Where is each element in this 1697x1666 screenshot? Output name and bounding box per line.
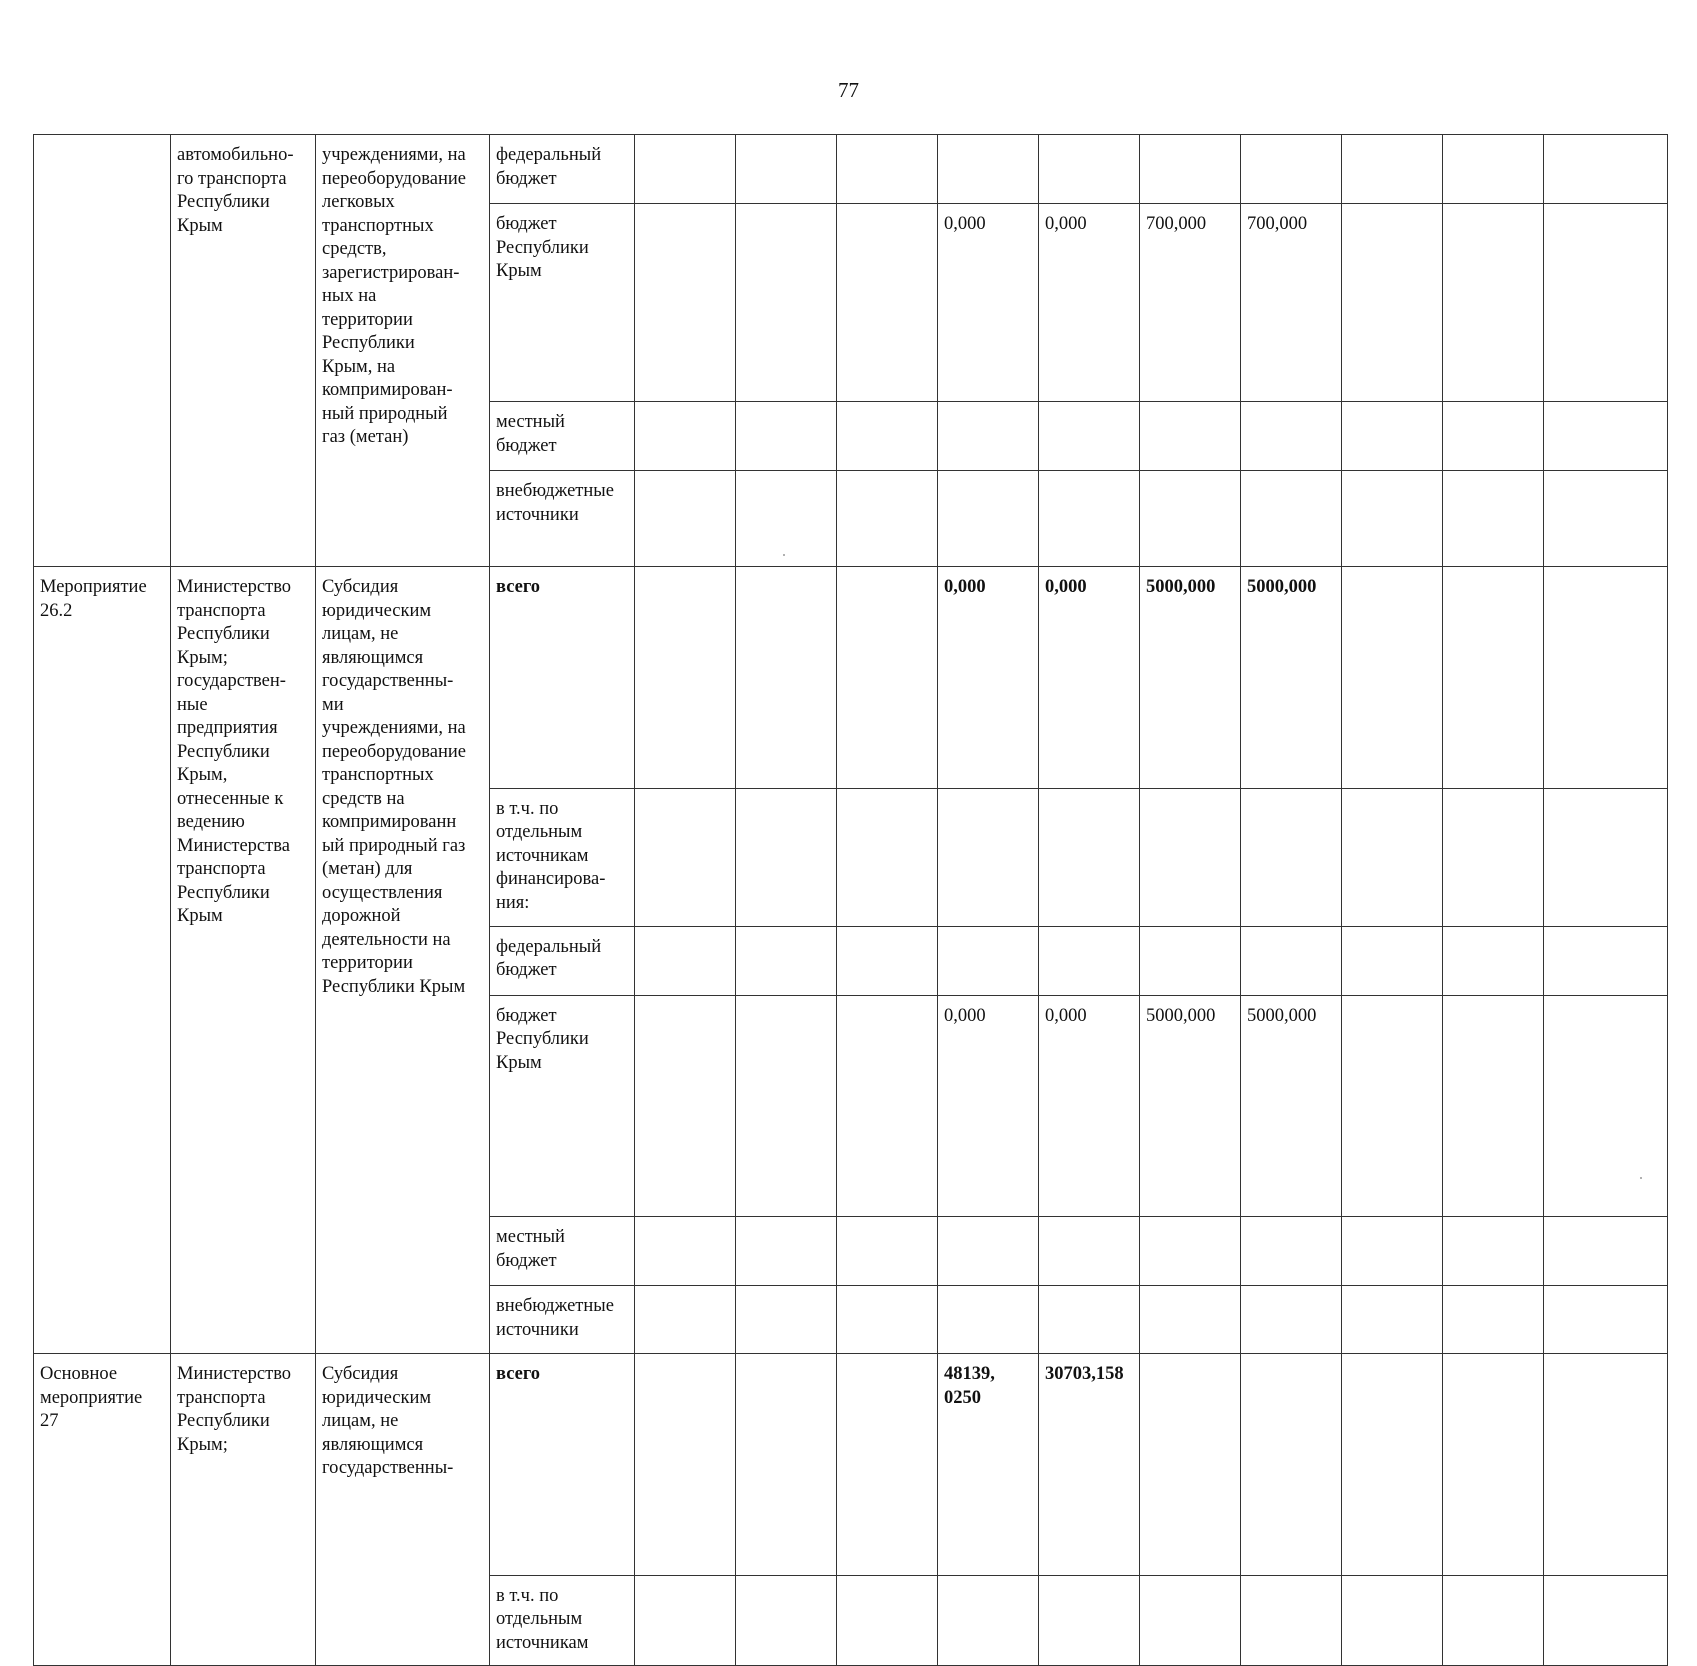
amount-cell: 30703,158	[1039, 1354, 1140, 1576]
amount-cell	[1241, 1575, 1342, 1665]
amount-cell	[1241, 926, 1342, 995]
description-cell: учреждениями, на переоборудование легковых транспортных средств, зарегистрирован- ных на территории Республики Крым, на компримирован- ный природный газ (метан)	[316, 135, 490, 567]
amount-cell	[938, 1217, 1039, 1286]
amount-cell	[635, 135, 736, 204]
amount-cell	[1544, 1575, 1668, 1665]
activity-name-cell: Основное мероприятие 27	[34, 1354, 171, 1666]
amount-cell	[736, 788, 837, 926]
amount-cell	[635, 1354, 736, 1576]
amount-cell	[837, 1354, 938, 1576]
amount-cell	[1443, 204, 1544, 402]
amount-cell	[837, 402, 938, 471]
scan-speck	[1640, 1177, 1642, 1179]
amount-cell	[1443, 926, 1544, 995]
amount-cell	[1039, 788, 1140, 926]
amount-cell	[635, 567, 736, 789]
amount-cell	[1241, 788, 1342, 926]
amount-cell	[1342, 1217, 1443, 1286]
amount-cell: 0,000	[938, 995, 1039, 1217]
amount-cell	[1443, 1217, 1544, 1286]
amount-cell	[1342, 471, 1443, 567]
funding-source-cell: в т.ч. по отдельным источникам финансирова- ния:	[490, 788, 635, 926]
amount-cell	[938, 1575, 1039, 1665]
amount-cell	[635, 204, 736, 402]
amount-cell	[1544, 995, 1668, 1217]
amount-cell	[1544, 1354, 1668, 1576]
amount-cell	[837, 1575, 938, 1665]
amount-cell	[1443, 1354, 1544, 1576]
amount-cell: 5000,000	[1241, 567, 1342, 789]
amount-cell	[837, 995, 938, 1217]
amount-cell: 5000,000	[1140, 567, 1241, 789]
amount-cell	[1544, 1217, 1668, 1286]
amount-cell: 5000,000	[1241, 995, 1342, 1217]
amount-cell	[1241, 1354, 1342, 1576]
description-cell: Субсидия юридическим лицам, не являющимся государственны-	[316, 1354, 490, 1666]
amount-cell	[1342, 402, 1443, 471]
amount-cell: 0,000	[938, 567, 1039, 789]
amount-cell	[635, 926, 736, 995]
amount-cell	[837, 567, 938, 789]
amount-cell	[938, 135, 1039, 204]
executor-cell: автомобильно- го транспорта Республики Крым	[171, 135, 316, 567]
amount-cell	[1443, 135, 1544, 204]
funding-source-cell: всего	[490, 1354, 635, 1576]
amount-cell	[837, 1217, 938, 1286]
funding-source-cell: в т.ч. по отдельным источникам	[490, 1575, 635, 1665]
activity-name-cell: Мероприятие 26.2	[34, 567, 171, 1354]
funding-source-cell: местный бюджет	[490, 1217, 635, 1286]
page-number: 77	[838, 78, 859, 102]
amount-cell	[635, 402, 736, 471]
amount-cell	[938, 788, 1039, 926]
scan-speck	[783, 554, 785, 556]
amount-cell	[1443, 788, 1544, 926]
amount-cell	[1039, 1217, 1140, 1286]
amount-cell	[1342, 135, 1443, 204]
amount-cell	[1140, 402, 1241, 471]
amount-cell	[938, 471, 1039, 567]
amount-cell	[1342, 995, 1443, 1217]
amount-cell	[635, 995, 736, 1217]
funding-source-cell: бюджет Республики Крым	[490, 204, 635, 402]
amount-cell	[1544, 1286, 1668, 1354]
amount-cell	[736, 567, 837, 789]
amount-cell	[736, 1575, 837, 1665]
amount-cell	[1443, 1286, 1544, 1354]
executor-cell: Министерство транспорта Республики Крым;	[171, 1354, 316, 1666]
amount-cell	[1140, 788, 1241, 926]
amount-cell	[1342, 1286, 1443, 1354]
amount-cell	[1039, 1286, 1140, 1354]
amount-cell	[1140, 471, 1241, 567]
amount-cell	[1544, 402, 1668, 471]
table-row	[34, 135, 1668, 204]
description-cell: Субсидия юридическим лицам, не являющимся государственны- ми учреждениями, на переоборудование транспортных средств на компримированн ый природный газ (метан) для осуществления дорожной деятельности на территории Республики Крым	[316, 567, 490, 1354]
amount-cell	[1241, 1217, 1342, 1286]
amount-cell	[736, 1286, 837, 1354]
amount-cell	[736, 402, 837, 471]
amount-cell	[938, 402, 1039, 471]
amount-cell: 0,000	[938, 204, 1039, 402]
amount-cell: 0,000	[1039, 995, 1140, 1217]
amount-cell	[1443, 1575, 1544, 1665]
amount-cell	[1443, 402, 1544, 471]
amount-cell	[1140, 1575, 1241, 1665]
funding-source-cell: федеральный бюджет	[490, 926, 635, 995]
budget-table	[33, 134, 1668, 1666]
amount-cell	[1342, 204, 1443, 402]
funding-source-cell: всего	[490, 567, 635, 789]
amount-cell	[1039, 1575, 1140, 1665]
funding-source-cell: внебюджетные источники	[490, 471, 635, 567]
amount-cell	[1342, 1575, 1443, 1665]
amount-cell	[1443, 471, 1544, 567]
amount-cell	[635, 471, 736, 567]
amount-cell: 700,000	[1241, 204, 1342, 402]
executor-cell: Министерство транспорта Республики Крым; государствен- ные предприятия Республики Крым, отнесенные к ведению Министерства транспорта Республики Крым	[171, 567, 316, 1354]
amount-cell	[837, 204, 938, 402]
amount-cell	[938, 1286, 1039, 1354]
amount-cell	[837, 471, 938, 567]
amount-cell	[1443, 567, 1544, 789]
amount-cell	[736, 1217, 837, 1286]
amount-cell	[736, 926, 837, 995]
amount-cell	[1544, 204, 1668, 402]
amount-cell	[1342, 926, 1443, 995]
amount-cell	[1544, 788, 1668, 926]
amount-cell	[1241, 471, 1342, 567]
amount-cell	[837, 926, 938, 995]
amount-cell	[837, 135, 938, 204]
table-row	[34, 1354, 1668, 1576]
amount-cell	[1140, 135, 1241, 204]
amount-cell	[1140, 926, 1241, 995]
amount-cell	[736, 1354, 837, 1576]
amount-cell	[837, 788, 938, 926]
amount-cell	[736, 471, 837, 567]
amount-cell: 0,000	[1039, 567, 1140, 789]
amount-cell	[1140, 1354, 1241, 1576]
amount-cell: 48139, 0250	[938, 1354, 1039, 1576]
funding-source-cell: бюджет Республики Крым	[490, 995, 635, 1217]
amount-cell	[635, 1575, 736, 1665]
amount-cell	[736, 135, 837, 204]
amount-cell: 5000,000	[1140, 995, 1241, 1217]
amount-cell	[1039, 402, 1140, 471]
amount-cell	[1342, 567, 1443, 789]
amount-cell: 0,000	[1039, 204, 1140, 402]
funding-source-cell: внебюджетные источники	[490, 1286, 635, 1354]
amount-cell	[1443, 995, 1544, 1217]
amount-cell	[1241, 135, 1342, 204]
amount-cell	[1544, 567, 1668, 789]
amount-cell	[635, 1286, 736, 1354]
amount-cell	[1342, 788, 1443, 926]
amount-cell	[1039, 135, 1140, 204]
amount-cell	[736, 204, 837, 402]
amount-cell	[1241, 1286, 1342, 1354]
amount-cell	[635, 1217, 736, 1286]
amount-cell	[1544, 926, 1668, 995]
amount-cell	[1039, 471, 1140, 567]
amount-cell	[1342, 1354, 1443, 1576]
amount-cell: 700,000	[1140, 204, 1241, 402]
table-row	[34, 567, 1668, 789]
amount-cell	[635, 788, 736, 926]
amount-cell	[837, 1286, 938, 1354]
amount-cell	[1140, 1286, 1241, 1354]
funding-source-cell: федеральный бюджет	[490, 135, 635, 204]
funding-source-cell: местный бюджет	[490, 402, 635, 471]
amount-cell	[1544, 135, 1668, 204]
amount-cell	[1544, 471, 1668, 567]
amount-cell	[1241, 402, 1342, 471]
amount-cell	[736, 995, 837, 1217]
amount-cell	[938, 926, 1039, 995]
amount-cell	[1140, 1217, 1241, 1286]
activity-name-cell	[34, 135, 171, 567]
amount-cell	[1039, 926, 1140, 995]
